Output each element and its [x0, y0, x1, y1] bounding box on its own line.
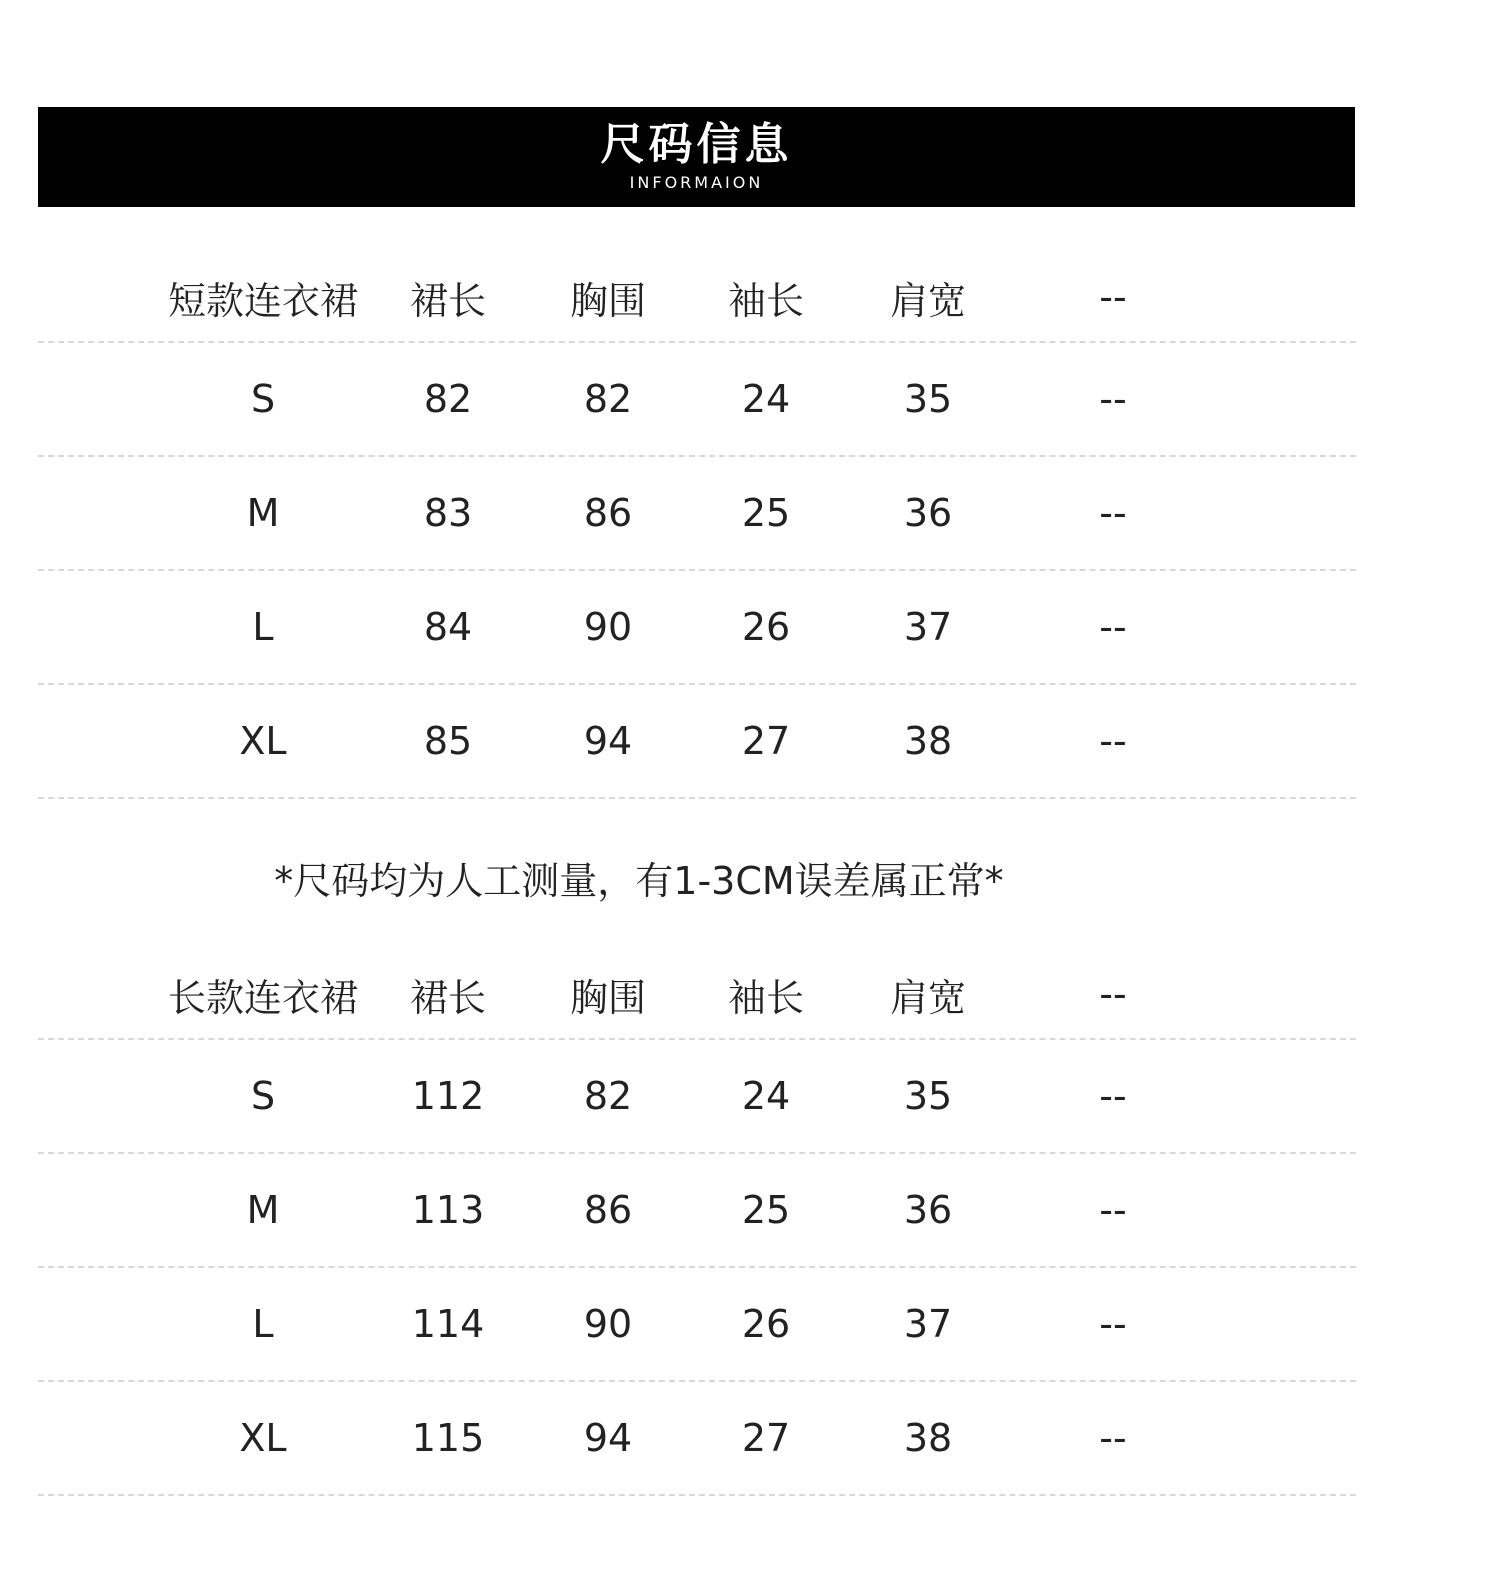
table-cell: 35: [903, 1074, 953, 1118]
table-cell: --: [1099, 491, 1127, 535]
table-cell: 90: [583, 605, 633, 649]
table-cell: --: [1099, 1416, 1127, 1460]
header-cell: 短款连衣裙: [167, 278, 358, 323]
size-cell: XL: [239, 719, 287, 763]
header-cell: 裙长: [409, 278, 486, 323]
table-cell: 36: [903, 1188, 953, 1232]
table-cell: --: [1099, 1074, 1127, 1118]
table-cell: 26: [741, 605, 791, 649]
header-cell: 袖长: [727, 975, 804, 1020]
table-row: [38, 343, 1356, 457]
table-cell: 82: [423, 377, 473, 421]
table-cell: 26: [741, 1302, 791, 1346]
table-cell: 82: [583, 377, 633, 421]
table-row: [38, 571, 1356, 685]
table-cell: 37: [903, 605, 953, 649]
size-cell: XL: [239, 1416, 287, 1460]
table-cell: --: [1099, 605, 1127, 649]
measurement-note: *尺码均为人工测量，有1-3CM误差属正常*: [274, 859, 1004, 903]
table-cell: 37: [903, 1302, 953, 1346]
table-cell: 86: [583, 491, 633, 535]
table-row: [38, 685, 1356, 799]
table-cell: 86: [583, 1188, 633, 1232]
table-cell: 27: [741, 719, 791, 763]
table-cell: 24: [741, 377, 791, 421]
table-cell: 112: [411, 1074, 485, 1118]
table-cell: 25: [741, 1188, 791, 1232]
header-cell: 肩宽: [889, 278, 966, 323]
table-cell: 35: [903, 377, 953, 421]
size-cell: L: [252, 1302, 274, 1346]
table-cell: 27: [741, 1416, 791, 1460]
table-cell: 83: [423, 491, 473, 535]
table-cell: 84: [423, 605, 473, 649]
size-cell: S: [250, 377, 276, 421]
table-cell: 36: [903, 491, 953, 535]
table-cell: 24: [741, 1074, 791, 1118]
size-cell: L: [252, 605, 274, 649]
table-cell: --: [1099, 1188, 1127, 1232]
table-header-row: [38, 243, 1356, 343]
table-cell: 114: [411, 1302, 485, 1346]
table-cell: 94: [583, 1416, 633, 1460]
table-cell: 113: [411, 1188, 485, 1232]
header-cell: 胸围: [569, 278, 646, 323]
size-cell: M: [246, 491, 280, 535]
table-row: [38, 1268, 1356, 1382]
table-cell: 38: [903, 719, 953, 763]
table-cell: 38: [903, 1416, 953, 1460]
short-dress-size-table: [38, 243, 1356, 799]
banner-title: 尺码信息: [600, 119, 793, 170]
size-cell: M: [246, 1188, 280, 1232]
table-cell: 25: [741, 491, 791, 535]
table-row: [38, 457, 1356, 571]
table-cell: 94: [583, 719, 633, 763]
header-cell: --: [1099, 972, 1127, 1016]
table-row: [38, 1040, 1356, 1154]
table-row: [38, 1154, 1356, 1268]
table-cell: 82: [583, 1074, 633, 1118]
long-dress-size-table: [38, 940, 1356, 1496]
title-banner: [38, 107, 1355, 207]
banner-subtitle: INFORMAION: [629, 173, 764, 192]
table-cell: --: [1099, 1302, 1127, 1346]
table-cell: 115: [411, 1416, 485, 1460]
table-row: [38, 1382, 1356, 1496]
header-cell: 肩宽: [889, 975, 966, 1020]
table-header-row: [38, 940, 1356, 1040]
table-cell: --: [1099, 719, 1127, 763]
header-cell: 胸围: [569, 975, 646, 1020]
table-cell: 90: [583, 1302, 633, 1346]
header-cell: 袖长: [727, 278, 804, 323]
header-cell: 裙长: [409, 975, 486, 1020]
header-cell: --: [1099, 275, 1127, 319]
table-cell: 85: [423, 719, 473, 763]
size-cell: S: [250, 1074, 276, 1118]
table-cell: --: [1099, 377, 1127, 421]
header-cell: 长款连衣裙: [167, 975, 358, 1020]
